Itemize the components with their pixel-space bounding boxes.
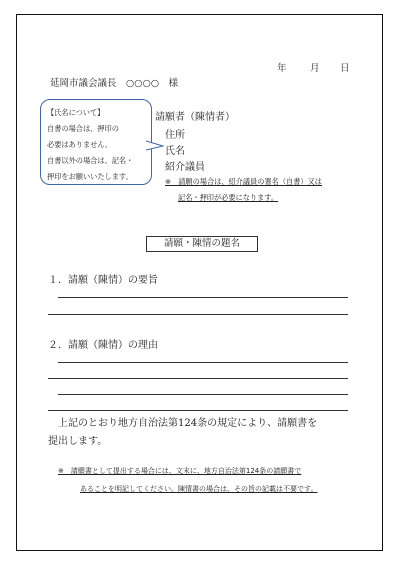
closing-statement-line: 上記のとおり地方自治法第124条の規定により、請願書を [58, 418, 318, 429]
footnote-line: あることを明記してください。陳情書の場合は、その旨の記載は不要です。 [80, 485, 318, 493]
name-note-line: 自書の場合は、押印の [47, 124, 119, 133]
date-year-label: 年 [277, 63, 287, 74]
introducer-label: 紹介議員 [165, 162, 205, 173]
writing-line [48, 314, 348, 315]
callout-pointer [146, 138, 164, 152]
signature-note-line: 記名・押印が必要になります。 [178, 193, 279, 202]
writing-line [48, 410, 348, 411]
addressee: 延岡市議会議長 ○○○○ 様 [50, 78, 179, 89]
name-note-title: 【氏名について】 [47, 108, 105, 117]
section-reason-heading: ２．請願（陳情）の理由 [48, 340, 158, 351]
date-month-label: 月 [310, 63, 320, 74]
date-day-label: 日 [340, 63, 350, 74]
subject-title-box: 請願・陳情の題名 [146, 236, 258, 252]
name-note-callout [40, 99, 152, 185]
footnote-line: ※ 請願書として提出する場合には、文末に、地方自治法第124条の請願書で [58, 467, 302, 475]
writing-line [58, 297, 348, 298]
signature-note-line: ※ 請願の場合は、紹介議員の署名（自書）又は [165, 177, 322, 186]
writing-line [48, 378, 348, 379]
petitioner-title: 請願者（陳情者） [155, 112, 235, 123]
name-note-line: 押印をお願いいたします。 [47, 172, 133, 181]
section-gist-heading: １．請願（陳情）の要旨 [48, 275, 158, 286]
name-note-line: 自書以外の場合は、記名・ [47, 156, 134, 165]
writing-line [58, 362, 348, 363]
closing-statement-line: 提出します。 [48, 436, 108, 447]
address-label: 住所 [165, 130, 185, 141]
writing-line [58, 394, 348, 395]
name-label: 氏名 [165, 146, 185, 157]
name-note-line: 必要はありません。 [47, 140, 113, 149]
